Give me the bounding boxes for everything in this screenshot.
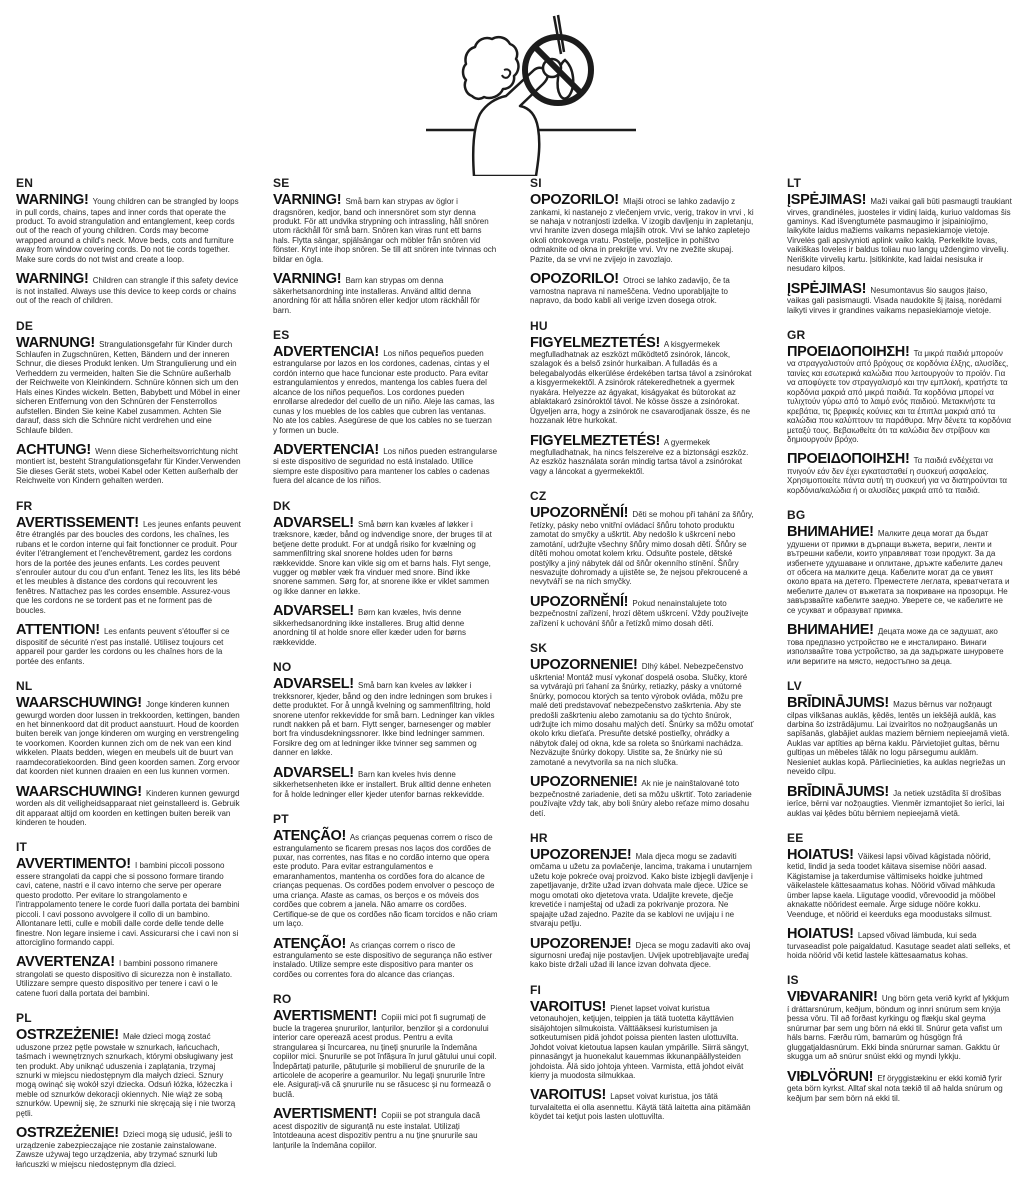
warning-paragraph: VAROITUS! Lapset voivat kuristua, jos tätä turvalaitetta ei olla asennettu. Käytä tätä laitetta aina pitämään köydet tai ketjut pois lasten ulottuvilta. bbox=[530, 1087, 751, 1122]
warning-paragraph: VARNING! Små barn kan strypas av öglor i dragsnören, kedjor, band och innersnöret som styr denna produkt. För att undvika strypning och intrassling, håll snören utom räckhåll för små barn. Snören kan viras runt ett barns hals. Flytta sängar, spjälsängar och möbler från snören vid fönster. Knyt inte ihop snören. Se till att snören inte tvinnas och bildar en ögla. bbox=[273, 192, 497, 264]
language-code: NL bbox=[16, 679, 33, 693]
warning-heading: WARNING! bbox=[16, 271, 89, 288]
language-block-es bbox=[273, 328, 498, 486]
warning-heading: HOIATUS! bbox=[787, 926, 854, 943]
warning-heading: OSTRZEŻENIE! bbox=[16, 1027, 119, 1044]
child-cord-illustration-svg bbox=[408, 8, 648, 176]
language-code: HR bbox=[530, 830, 548, 845]
language-code: PT bbox=[273, 812, 289, 827]
warning-paragraph: ATTENTION! Les enfants peuvent s'étouffer si ce dispositif de sécurité n'est pas installé. Utilisez toujours cet appareil pour garder les cordons ou les chaînes hors de la portée des enfants. bbox=[16, 622, 230, 666]
warning-heading: OPOZORILO! bbox=[530, 192, 619, 208]
language-code: CZ bbox=[530, 489, 547, 504]
warning-paragraph: WARNUNG! Strangulationsgefahr für Kinder durch Schlaufen in Zugschnüren, Ketten, Bändern und der inneren Schnur, die dieses Produkt lenken. Um Strangulierung und ein Verheddern zu vermeiden, halten Sie die Schnüre außerhalb der Reichweite von Kleinkindern. Schnüre können sich um den Hals eines Kindes wickeln. Betten, Babybett und Möbel in einer sicheren Entfernung von den Schnüren der Fensterrollos aufstellen. Binden Sie keine Kabel zusammen. Achten Sie darauf, dass sich die Schnüre nicht verdrehen und eine Schlaufe bilden. bbox=[16, 334, 241, 435]
warning-heading: UPOZORNENIE! bbox=[530, 657, 638, 674]
warning-paragraph: FIGYELMEZTETÉS! A gyermekek megfulladhatnak, ha nincs felszerelve ez a biztonsági eszköz. Az eszköz használata során mindig tartsa távol a zsinórokat vagy a láncokat a gyermekektől. bbox=[530, 432, 749, 476]
language-code: BG bbox=[787, 508, 806, 523]
warning-heading: ADVERTENCIA! bbox=[273, 441, 379, 458]
warning-heading: UPOZORNĚNÍ! bbox=[530, 593, 629, 610]
warning-paragraph: ВНИМАНИЕ! Децата може да се задушат, ако това предпазно устройство не е инсталирано. Винаги използвайте това устройство, за да задържате шнуровете или веригите на място, недостъпно за деца. bbox=[787, 622, 1004, 666]
warning-heading: ADVARSEL! bbox=[273, 514, 354, 531]
language-code: EE bbox=[787, 830, 804, 845]
warning-heading: UPOZORNENIE! bbox=[530, 774, 638, 791]
warning-heading: FIGYELMEZTETÉS! bbox=[530, 432, 661, 449]
warning-heading: VAROITUS! bbox=[530, 998, 606, 1015]
child-cord-warning-illustration bbox=[408, 8, 648, 176]
language-code: SE bbox=[273, 176, 290, 190]
warning-paragraph: WARNING! Children can strangle if this safety device is not installed. Always use this device to keep cords or chains out of the reach of children. bbox=[16, 271, 239, 306]
warning-heading: BRĪDINĀJUMS! bbox=[787, 783, 889, 800]
warning-heading: AVERTISMENT! bbox=[273, 1008, 378, 1025]
warning-heading: ВНИМАНИЕ! bbox=[787, 622, 874, 639]
warning-heading: WAARSCHUWING! bbox=[16, 783, 142, 800]
language-block-cz bbox=[530, 489, 755, 628]
warning-paragraph: FIGYELMEZTETÉS! A kisgyermekek megfulladhatnak az eszközt működtető zsinórok, láncok, szalagok és a belső zsinór hurkaiban. A fulladás és a belegabalyodás elkerülése érdekében tartsa távol a zsinórokat a kisgyermekektől. A zsinórok rátekeredhetnek a gyermek nyakára. Helyezze az ágyakat, kiságyakat és bútorokat az ablaktakaró zsinóroktól távol. Ne kösse össze a zsinórokat. Ügyeljen arra, hogy a zsinórok ne csavarodjanak össze, és ne hozzanak létre hurkokat. bbox=[530, 334, 752, 426]
warning-paragraph: WAARSCHUWING! Jonge kinderen kunnen gewurgd worden door lussen in trekkoorden, kettingen, banden en het binnenkoord dat dit product aanstuurt. Houd de koorden buiten bereik van jonge kinderen om wurging en verstrengeling te voorkomen. Koorden kunnen zich om de nek van een kind wikkelen. Plaats bedden, wiegen en meubels uit de buurt van raamdecoratiekoorden. Bind geen koorden samen. Zorg ervoor dat koorden niet kunnen draaien en een lus kunnen vormen. bbox=[16, 695, 240, 777]
language-code: NO bbox=[273, 660, 292, 675]
warning-paragraph: ΠΡΟΕΙΔΟΠΟΙΗΣΗ! Τα παιδιά ενδέχεται να πνιγούν εάν δεν έχει εγκατασταθεί η συσκευή ασφαλείας. Χρησιμοποιείτε πάντα αυτή τη συσκευή για να διατηρούνται τα κορδόνια/καλώδια ή οι αλυσίδες μακριά από τα παιδιά. bbox=[787, 451, 1008, 495]
language-block-dk bbox=[273, 499, 498, 647]
warning-heading: ĮSPĖJIMAS! bbox=[787, 192, 867, 208]
language-block-lv bbox=[787, 679, 1012, 818]
language-block-bg bbox=[787, 508, 1012, 666]
warning-paragraph: UPOZORENJE! Mala djeca mogu se zadaviti omčama u užetu za povlačenje, lancima, trakama i unutarnjem užetu koje pokreće ovaj proizvod. Kako biste izbjegli davljenje i zapetljavanje, držite užad izvan dohvata male djece. Užice se mogu omotati oko djetetova vrata. Udaljite krevete, dječje krevetiće i namještaj od užadi za pokrivanje prozora. Ne spajajte užad zajedno. Pazite da se kablovi ne uvijaju i ne stvaraju petlju. bbox=[530, 846, 753, 929]
warning-paragraph: ADVARSEL! Små børn kan kvæles af løkker i træksnore, kæder, bånd og indvendige snore, der bruges til at betjene dette produkt. For at undgå risiko for kvælning og sammenfiltring skal snorene holdes uden for børns rækkevidde. Snore kan vikle sig om et barns hals. Flyt senge, vugger og møbler væk fra vinduer med snore. Bind ikke snorene sammen. Sørg for, at snorene ikke er viklet sammen og ikke danner en løkke. bbox=[273, 514, 492, 596]
warning-paragraph: UPOZORENJE! Djeca se mogu zadaviti ako ovaj sigurnosni uređaj nije postavljen. Uvijek upotrebljavajte uređaj kako biste držali užad ili lance izvan dohvata djece. bbox=[530, 935, 751, 970]
language-block-is bbox=[787, 973, 1012, 1103]
warning-paragraph: AVERTISSEMENT! Les jeunes enfants peuvent être étranglés par des boucles des cordons, les chaînes, les rubans et le cordon interne qui fait fonctionner ce produit. Pour éviter l'étranglement et l'enchevêtrement, gardez les cordons hors de la portée des jeunes enfants. Les cordes peuvent s'enrouler autour du cou d'un enfant. Tenez les lits, les lits bébé et les meubles à distance des cordons qui recouvrent les fenêtres. N'attachez pas les cordes ensemble. Assurez-vous que les cordons ne se tordent pas et ne forment pas de boucles. bbox=[16, 514, 241, 615]
language-code: GR bbox=[787, 327, 806, 342]
warning-heading: ADVARSEL! bbox=[273, 764, 354, 781]
language-code: PL bbox=[16, 1011, 32, 1026]
language-code: SK bbox=[530, 641, 548, 656]
warning-paragraph: BRĪDINĀJUMS! Mazus bērnus var nožņaugt cilpas vilkšanas auklās, ķēdēs, lentēs un iekšējā auklā, kas darbina šo izstrādājumu. Lai izvairītos no nožņaugšanās un sapīšanās, glabājiet auklas maziem bērniem nepieejamā vietā. Auklas var aptīties ap bērna kaklu. Pārvietojiet gultas, bērnu gultiņas un mēbeles tālāk no logu pārsegumu auklām. Nesieniet auklas kopā. Pārliecinieties, ka auklas negriežas un neveido cilpu. bbox=[787, 695, 1010, 777]
warning-heading: ADVARSEL! bbox=[273, 676, 354, 693]
warning-paragraph: VAROITUS! Pienet lapset voivat kuristua vetonauhojen, ketjujen, teippien ja tätä tuotetta käyttävien sisäjohtojen silmukoista. Välttääksesi kuristumisen ja sotkeutumisen pidä johdot poissa pienten lasten ulottuvilta. Johdot voivat kietoutua lapsen kaulan ympärille. Siirrä sängyt, pinnasängyt ja huonekalut kauemmas ikkunanpäällysteiden johdoista. Älä sido johtoja yhteen. Varmista, että johdot eivät kierry ja muodosta silmukkaa. bbox=[530, 998, 749, 1080]
warning-heading: ΠΡΟΕΙΔΟΠΟΙΗΣΗ! bbox=[787, 343, 910, 360]
warning-paragraph: ĮSPĖJIMAS! Maži vaikai gali būti pasmaugti traukiant virves, grandinėles, juosteles ir vidinį laidą, kuriuo valdomas šis gaminys. Kad išvengtumėte pasmaugimo ir įsipainiojimo, laikykite laidus mažiems vaikams nepasiekiamoje vietoje. Virvelės gali apsivynioti aplink vaiko kaklą. Perkelkite lovas, vaikiškas loveles ir baldus toliau nuo langų uždengimo virvelių. Neriškite virvelių kartu. Įsitikinkite, kad laidai nesisuka ir nesudaro kilpos. bbox=[787, 192, 1012, 274]
language-code: FR bbox=[16, 498, 33, 513]
language-code: SI bbox=[530, 176, 542, 190]
warning-heading: AVERTISSEMENT! bbox=[16, 514, 139, 531]
warning-heading: WARNING! bbox=[16, 192, 89, 208]
warning-heading: VIÐLVÖRUN! bbox=[787, 1068, 874, 1085]
text-column bbox=[16, 176, 241, 1182]
warning-paragraph: AVVERTIMENTO! I bambini piccoli possono essere strangolati da cappi che si possono formare tirando cavi, catene, nastri e il cavo interno che serve per operare questo prodotto. Per evitare lo strangolamento e l'intrappolamento tenere le corde fuori dalla portata dei bambini piccoli. I cavi possono avvolgere il collo di un bambino. Allontanare letti, culle e mobili dalle corde delle tende delle finestre. Non legare insieme i cavi. Assicurarsi che i cavi non si attorciglino formando cappi. bbox=[16, 856, 240, 947]
warning-paragraph: ADVARSEL! Barn kan kveles hvis denne sikkerhetsenheten ikke er installert. Bruk alltid denne enheten for å holde ledninger eller kjeder utenfor barnas rekkevidde. bbox=[273, 764, 491, 799]
warning-heading: ADVERTENCIA! bbox=[273, 343, 379, 360]
language-code: DE bbox=[16, 318, 34, 333]
warning-heading: ATENÇÃO! bbox=[273, 828, 347, 845]
warning-paragraph: HOIATUS! Väikesi lapsi võivad kägistada nöörid, ketid, lindid ja seda toodet käitava sisemise nööri aasad. Kägistamise ja takerdumise vältimiseks hoidke juhtmed väikelastele kättesaamatus kohas. Nöörid võivad mähkuda ümber lapse kaela. Liigutage voodid, võrevoodid ja mööbel aknakatte nööridest eemale. Ärge siduge nööre kokku. Veenduge, et nöörid ei keerduks ega moodustaks silmust. bbox=[787, 846, 996, 919]
warning-heading: UPOZORNĚNÍ! bbox=[530, 505, 629, 522]
text-column bbox=[273, 176, 498, 1182]
language-code: IS bbox=[787, 973, 799, 988]
language-block-fi bbox=[530, 983, 755, 1122]
language-block-lt bbox=[787, 176, 1012, 315]
warning-paragraph: ADVERTENCIA! Los niños pequeños pueden estrangularse por lazos en los cordones, cadenas, cintas y el cordón interno que hace funcionar este producto. Para evitar estrangulamientos y enredos, mantenga los cables fuera del alcance de los niños pequeños. Los cordones pueden enrollarse alrededor del cuello de un niño. Aleje las camas, las cunas y los muebles de los cables que cubren las ventanas. No ate los cables. Asegúrese de que los cables no se tuerzan y formen un bucle. bbox=[273, 343, 495, 435]
warning-paragraph: VIÐLVÖRUN! Ef öryggistækinu er ekki komið fyrir geta börn kyrkst. Alltaf skal nota tækið til að halda snúrum og keðjum þar sem börn ná ekki til. bbox=[787, 1068, 1003, 1103]
warning-paragraph: ADVARSEL! Små barn kan kveles av løkker i trekksnorer, kjeder, bånd og den indre ledningen som brukes i dette produktet. For å unngå kvelning og sammenfiltring, hold snorene utenfor rekkevidde for små barn. Ledninger kan vikles rundt nakken på et barn. Flytt senger, barnesenger og møbler bort fra vindusdekningssnorer. Ikke bind ledninger sammen. Forsikre deg om at ledninger ikke tvinner seg sammen og danner en løkke. bbox=[273, 676, 495, 758]
warning-paragraph: HOIATUS! Lapsed võivad lämbuda, kui seda turvaseadist pole paigaldatud. Kasutage seadet alati selleks, et hoida nöörid või ketid lastele kättesaamatus kohas. bbox=[787, 926, 1011, 960]
warning-heading: UPOZORENJE! bbox=[530, 846, 632, 863]
language-code: HU bbox=[530, 318, 548, 333]
warning-heading: WARNUNG! bbox=[16, 334, 95, 351]
language-block-fr bbox=[16, 499, 241, 666]
warning-heading: VIÐVARANIR! bbox=[787, 989, 878, 1006]
warning-heading: VAROITUS! bbox=[530, 1087, 606, 1104]
language-code: ES bbox=[273, 327, 290, 342]
language-code: EN bbox=[16, 176, 34, 190]
warning-paragraph: ATENÇÃO! As crianças correm o risco de estrangulamento se este dispositivo de segurança não estiver instalado. Utilize sempre este dispositivo para manter os cordões ou correntes fora do alcance das crianças. bbox=[273, 935, 493, 979]
warning-paragraph: WARNING! Young children can be strangled by loops in pull cords, chains, tapes and inner cords that operate the product. To avoid strangulation and entanglement, keep cords out of the reach of young children. Cords may become wrapped around a child's neck. Move beds, cots and furniture away from window covering cords. Do not tie cords together. Make sure cords do not twist and create a loop. bbox=[16, 192, 239, 264]
language-block-en bbox=[16, 176, 241, 306]
language-block-hr bbox=[530, 831, 755, 970]
language-block-nl bbox=[16, 679, 241, 827]
language-code: IT bbox=[16, 840, 28, 855]
warning-heading: OSTRZEŻENIE! bbox=[16, 1125, 119, 1142]
warning-paragraph: AVERTISMENT! Copiii mici pot fi sugrumați de bucle la tragerea șnururilor, lanțurilor, benzilor și a cordonului interior care operează acest produs. Pentru a evita strangularea și încurcarea, nu țineți șnururile la îndemâna copiilor mici. Șnururile se pot înfășura în jurul gâtului unui copil. Îndepărtați paturile, pătuțurile și mobilierul de șnururile de la articolele de acoperire a geamurilor. Nu legați șnururile între ele. Asigurați-vă că șnururile nu se răsucesc și nu formează o buclă. bbox=[273, 1008, 497, 1099]
warning-paragraph: ВНИМАНИЕ! Малките деца могат да бъдат удушени от примки в дърпащи въжета, вериги, ленти и вътрешни кабели, които управляват този продукт. За да избегнете удушаване и оплитане, дръжте кабелите далеч от обсега на малките деца. Кабелите могат да се увият около врата на детето. Преместете леглата, креватчетата и мебелите далеч от въжетата за покриване на прозорци. Не завързвайте кабелите заедно. Уверете се, че кабелите не се усукват и образуват примка. bbox=[787, 524, 1010, 615]
language-block-sk bbox=[530, 641, 755, 818]
warning-paragraph: AVERTISMENT! Copiii se pot strangula dacă acest dispozitiv de siguranță nu este instalat. Utilizați întotdeauna acest dispozitiv pentru a nu ține șnururile sau lanțurile la îndemâna copiilor. bbox=[273, 1106, 481, 1150]
warning-paragraph: OSTRZEŻENIE! Dzieci mogą się udusić, jeśli to urządzenie zabezpieczające nie zostanie zainstalowane. Zawsze używaj tego urządzenia, aby trzymać sznurki lub łańcuszki w miejscu niedostępnym dla dzieci. bbox=[16, 1125, 232, 1169]
language-block-de bbox=[16, 319, 241, 486]
warning-heading: VARNING! bbox=[273, 192, 342, 208]
language-block-si bbox=[530, 176, 755, 306]
warning-paragraph: OPOZORILO! Otroci se lahko zadavijo, če ta varnostna naprava ni nameščena. Vedno uporabljajte to napravo, da bodo kabli ali verige izven dosega otrok. bbox=[530, 271, 730, 306]
warning-heading: ĮSPĖJIMAS! bbox=[787, 280, 867, 297]
warning-heading: HOIATUS! bbox=[787, 846, 854, 863]
warning-paragraph: ACHTUNG! Wenn diese Sicherheitsvorrichtung nicht montiert ist, besteht Strangulationsgefahr für Kinder.Verwenden Sie dieses Gerät stets, wobei Kabel oder Ketten außerhalb der Reichweite von Kindern gehalten werden. bbox=[16, 441, 241, 486]
warning-paragraph: OPOZORILO! Mlajši otroci se lahko zadavijo z zankami, ki nastanejo z vlečenjem vrvic, verig, trakov in vrvi , ki se nahaja v notranjosti izdelka. V izogib davljenju in zapletanju, vrvi hranite izven dosega mlajših otrok. Vrvi se lahko zapletejo okoli otrokovega vratu. Postelje, posteljice in pohištvo odmaknite od okna in prekrijte vrvi. Vrv ne zvežite skupaj. Pazite, da se vrvi ne zvijejo in zavozlajo. bbox=[530, 192, 754, 264]
warning-paragraph: ADVERTENCIA! Los niños pueden estrangularse si este dispositivo de seguridad no está instalado. Utilice siempre este dispositivo para mantener los cables o cadenas fuera del alcance de los niños. bbox=[273, 441, 498, 486]
language-block-gr bbox=[787, 328, 1012, 495]
warning-heading: UPOZORENJE! bbox=[530, 935, 632, 952]
warning-heading: ATTENTION! bbox=[16, 622, 100, 639]
warning-heading: ATENÇÃO! bbox=[273, 935, 347, 952]
language-block-no bbox=[273, 660, 498, 799]
warning-paragraph: ΠΡΟΕΙΔΟΠΟΙΗΣΗ! Τα μικρά παιδιά μπορούν να στραγγαλιστούν από βρόχους σε κορδόνια έλξης, αλυσίδες, ταινίες και εσωτερικά καλώδια που λειτουργούν το προϊόν. Για να αποφύγετε τον στραγγαλισμό και την εμπλοκή, κρατήστε τα κορδόνια μακριά από μικρά παιδιά. Τα κορδόνια μπορεί να τυλιχτούν γύρω από το λαιμό ενός παιδιού. Μετακινήστε τα κρεβάτια, τις βρεφικές κούνιες και τα έπιπλα μακριά από τα καλώδια που καλύπτουν τα παράθυρα. Μην δένετε τα κορδόνια μεταξύ τους. Βεβαιωθείτε ότι τα καλώδια δεν στρίβουν και δημιουργούν βρόχο. bbox=[787, 343, 1012, 444]
warning-paragraph: ATENÇÃO! As crianças pequenas correm o risco de estrangulamento se ficarem presas nos laços dos cordões de puxar, nas correntes, nas fitas e no cordão interno que opera este produto. Para evitar estrangulamentos e emaranhamentos, mantenha os cordões fora do alcance de crianças pequenas. Os cordões podem envolver o pescoço de uma criança. Afaste as camas, os berços e os móveis dos cordões que cobrem a janela. Não amarre os cordões. Certifique-se de que os cordões não ficam torcidos e não criam um laço. bbox=[273, 828, 498, 929]
warning-paragraph: BRĪDINĀJUMS! Ja netiek uzstādīta šī drošības ierīce, bērni var nožņaugties. Vienmēr izmantojiet šo ierīci, lai auklas vai ķēdes būtu bērniem nepieejamā vietā. bbox=[787, 783, 1005, 818]
language-code: FI bbox=[530, 982, 542, 997]
warning-paragraph: UPOZORNENIE! Dlhý kábel. Nebezpečenstvo uškrtenia! Montáž musí vykonať dospelá osoba. Slučky, ktoré sa vytvárajú pri ťahaní za šnúrky, retiazky, pásky a vnútorné šnúrky, pomocou ktorých sa tento výrobok ovláda, môžu pre malé deti predstavovať nebezpečenstvo zaškrtenia. Aby ste predošli zaškrteniu alebo zamotaniu sa do týchto šnúrok, udržujte ich mimo dosahu malých detí. Šnúrky sa môžu omotať okolo krku dieťaťa. Presuňte detské postieľky, ohrádky a nábytok ďalej od okna, kde sa roleta so šnúrkami nachádza. Nezväzujte šnúrky dokopy. Uistite sa, že šnúrky nie sú zamotané a nevytvorila sa na nich slučka. bbox=[530, 657, 754, 767]
warning-paragraph: WAARSCHUWING! Kinderen kunnen gewurgd worden als dit veiligheidsapparaat niet geinstalleerd is. Gebruik dit apparaat altijd om koorden en kettingen buiten bereik van kinderen te houden. bbox=[16, 783, 240, 827]
warning-paragraph: OSTRZEŻENIE! Małe dzieci mogą zostać uduszone przez pętle powstałe w sznurkach, łańcuchach, taśmach i wewnętrznych sznurkach, którymi obsługiwany jest ten produkt. Aby uniknąć uduszenia i zaplątania, trzymaj sznurki w miejscu niedostępnym dla małych dzieci. Sznury mogą owinąć się wokół szyi dziecka. Odsuń łóżka, łóżeczka i meble od sznurków dekoracji okiennych. Nie wiąż ze sobą sznurków. Upewnij się, że sznurki nie skręcają się i nie tworzą pętli. bbox=[16, 1027, 236, 1118]
warning-heading: ВНИМАНИЕ! bbox=[787, 524, 874, 541]
child-head bbox=[463, 37, 518, 99]
warning-heading: BRĪDINĀJUMS! bbox=[787, 695, 889, 711]
warning-paragraph: UPOZORNĚNÍ! Děti se mohou při tahání za šňůry, řetízky, pásky nebo vnitřní ovládací šňůru tohoto produktu zamotat do smyčky a uškrtit. Aby nedošlo k uškrcení nebo zamotání, udržujte všechny šňůry mimo dosah dětí. Šňůry se dítěti mohou omotat kolem krku. Odsuňte postele, dětské postýlky a jiný nábytek dál od šňůr okenního stínění. Šňůry nesvazujte dohromady a ujistěte se, že nejsou překroucené a nevytváří se na nich smyčky. bbox=[530, 505, 754, 587]
language-code: LV bbox=[787, 679, 802, 693]
warning-paragraph: VIÐVARANIR! Ung börn geta verið kyrkt af lykkjum í dráttarsnúrum, keðjum, böndum og innri snúrum sem knýja þessa vöru. Til að forðast kyrkingu og flækju skal geyma snúrurnar þar sem ung börn ná ekki til. Snúrur geta vafist um háls barns. Færðu rúm, barnarúm og húsgögn frá gluggatjaldasnúrum. Ekki binda snúrurnar saman. Gakktu úr skugga um að snúrur snúist ekki og myndi lykkju. bbox=[787, 989, 1010, 1062]
language-block-it bbox=[16, 840, 241, 998]
language-block-hu bbox=[530, 319, 755, 477]
language-block-ee bbox=[787, 831, 1012, 961]
language-block-pt bbox=[273, 812, 498, 979]
warning-heading: ADVARSEL! bbox=[273, 603, 354, 620]
warning-paragraph: ADVARSEL! Børn kan kvæles, hvis denne sikkerhedsanordning ikke installeres. Brug altid denne anordning til at holde snore eller kæder uden for børns rækkevidde. bbox=[273, 603, 466, 647]
warning-heading: VARNING! bbox=[273, 271, 342, 288]
warning-paragraph: VARNING! Barn kan strypas om denna säkerhetsanordning inte installeras. Använd alltid denna anordning för att hålla snören eller kedjor utom räckhåll för barn. bbox=[273, 271, 480, 315]
warning-heading: ACHTUNG! bbox=[16, 441, 91, 458]
warning-heading: AVVERTENZA! bbox=[16, 954, 115, 971]
warning-heading: WAARSCHUWING! bbox=[16, 695, 142, 711]
language-code: LT bbox=[787, 176, 802, 190]
warning-paragraph: UPOZORNENIE! Ak nie je nainštalované toto bezpečnostné zariadenie, deti sa môžu uškrtiť. Toto zariadenie používajte vždy tak, aby boli šnúry alebo reťaze mimo dosahu detí. bbox=[530, 774, 752, 818]
language-code: RO bbox=[273, 992, 292, 1007]
language-block-pl bbox=[16, 1011, 241, 1169]
warning-text-columns bbox=[16, 176, 1012, 1182]
warning-heading: ΠΡΟΕΙΔΟΠΟΙΗΣΗ! bbox=[787, 451, 910, 468]
warning-heading: AVVERTIMENTO! bbox=[16, 856, 131, 873]
warning-heading: OPOZORILO! bbox=[530, 271, 619, 288]
language-block-se bbox=[273, 176, 498, 315]
warning-paragraph: ĮSPĖJIMAS! Nesumontavus šio saugos įtaiso, vaikas gali pasismaugti. Visada naudokite šį įtaisą, norėdami laikyti virves ir grandines vaikams nepasiekiamoje vietoje. bbox=[787, 280, 1002, 315]
text-column bbox=[787, 176, 1012, 1182]
warning-paragraph: UPOZORNĚNÍ! Pokud nenainstalujete toto bezpečnostní zařízení, hrozí dětem uškrcení. Vždy používejte zařízení k uchování šňůr a řetízků mimo dosah dětí. bbox=[530, 593, 749, 628]
warning-heading: FIGYELMEZTETÉS! bbox=[530, 334, 661, 351]
warning-paragraph: AVVERTENZA! I bambini possono rimanere strangolati se questo dispositivo di sicurezza non è installato. Utilizzare sempre questo dispositivo per tenere i cavi o le catene fuori dalla portata dei bambini. bbox=[16, 954, 233, 998]
language-block-ro bbox=[273, 992, 498, 1150]
warning-heading: AVERTISMENT! bbox=[273, 1106, 378, 1123]
text-column bbox=[530, 176, 755, 1182]
language-code: DK bbox=[273, 498, 291, 513]
